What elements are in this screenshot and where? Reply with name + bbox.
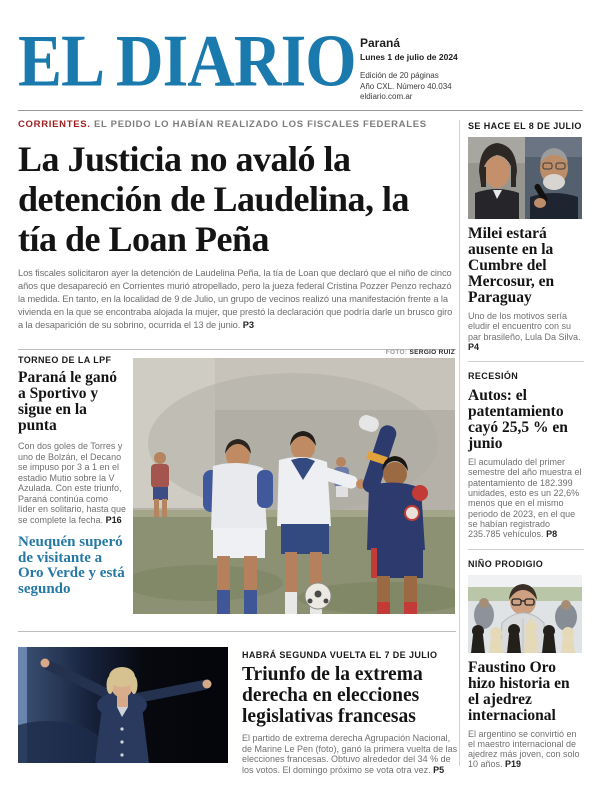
chess-body-text: El argentino se convirtió en el maestro internacional de ajedrez más joven, con solo 10 años.: [468, 728, 580, 770]
mercosur-kicker: SE HACE EL 8 DE JULIO: [468, 121, 582, 131]
lead-story-body: [18, 267, 456, 332]
masthead-website: eldiario.com.ar: [360, 92, 413, 101]
sports-body: [18, 441, 128, 525]
soccer-match-photo: [133, 358, 455, 614]
sports-page-ref: P16: [105, 514, 122, 525]
lead-story-kicker-tag: CORRIENTES.: [18, 119, 91, 130]
chess-page-ref: P19: [505, 759, 522, 770]
story-mercosur: [468, 121, 584, 352]
lepen-photo-block: [18, 647, 228, 768]
lead-story: [18, 119, 456, 332]
lead-story-page-ref: P3: [242, 319, 254, 330]
soccer-ball: [305, 583, 331, 609]
sports-kicker: TORNEO DE LA LPF: [18, 355, 112, 365]
autos-body: [468, 457, 584, 539]
masthead-logo: EL DIARIO: [18, 20, 356, 103]
photo-credit-name: SERGIO RUIZ: [409, 349, 455, 356]
mercosur-body: [468, 311, 584, 352]
sports-body-text: Con dos goles de Torres y uno de Bolzán, el Decano se impuso por 3 a 1 en el estadio Mutio sobre la V Azulada. Con este triunfo, Paraná continúa como líder en solitario, hasta que se complete la fecha.: [18, 441, 127, 525]
masthead-issue: Año CXL. Número 40.034: [360, 81, 452, 91]
masthead-divider: [18, 110, 583, 111]
mercosur-body-text: Uno de los motivos sería eludir el encuentro con su par brasileño, Lula Da Silva.: [468, 311, 581, 342]
lead-story-kicker-text: EL PEDIDO LO HABÍAN REALIZADO LOS FISCALES FEDERALES: [93, 119, 427, 130]
france-headline: Triunfo de la extrema derecha en elecciones legislativas francesas: [242, 664, 423, 727]
section-divider: [18, 631, 456, 632]
soccer-photo-block: [133, 349, 455, 614]
lead-story-headline: La Justicia no avaló la detención de Laudelina, la tía de Loan Peña: [18, 139, 410, 259]
right-column: [468, 121, 584, 770]
mercosur-headline: Milei estará ausente en la Cumbre del Mercosur, en Paraguay: [468, 225, 555, 306]
chess-headline: Faustino Oro hizo historia en el ajedrez internacional: [468, 658, 570, 724]
france-body: [242, 733, 460, 775]
chess-body: [468, 729, 584, 770]
lead-story-body-text: Los fiscales solicitaron ayer la detención de Laudelina Peña, la tía de Loan que declaró que el niño de cinco años que desapareció en Corrientes murió atropellado, pero la jueza federal Cristina Pozzer Penzo rechazó la medida. En tanto, en la localidad de 9 de Julio, un grupo de vecinos realizó una manifestación frente a la vivienda en la que se encontraba alojada la mujer, que prestó la declaración que podría darle un brusco giro a la desaparición de su sobrino, ocurrida el 13 de junio.: [18, 268, 453, 330]
france-page-ref: P5: [433, 764, 445, 775]
france-body-text: El partido de extrema derecha Agrupación Nacional, de Marine Le Pen (foto), ganó la primera vuelta de las elecciones francesas. Obtuvo alrededor del 34 % de los votos. El domingo próximo se vota otra vez.: [242, 733, 458, 775]
masthead-info: [360, 36, 560, 103]
right-column-divider: [468, 361, 584, 362]
autos-kicker: RECESIÓN: [468, 371, 519, 382]
chess-kicker: NIÑO PRODIGIO: [468, 558, 544, 569]
mercosur-page-ref: P4: [468, 341, 480, 352]
right-column-divider: [468, 549, 584, 550]
autos-headline: Autos: el patentamiento cayó 25,5 % en junio: [468, 387, 568, 453]
sports-story: [18, 355, 128, 597]
lead-story-kicker: [18, 119, 456, 130]
sports-subheadline: Neuquén superó de visitante a Oro Verde y está segundo: [18, 534, 125, 597]
story-autos: [468, 371, 584, 539]
masthead-date: Lunes 1 de julio de 2024: [360, 52, 458, 62]
marine-lepen-photo: [18, 647, 228, 763]
milei-lula-photo: [468, 137, 582, 219]
story-chess: [468, 559, 584, 770]
photo-credit-label: FOTO:: [385, 349, 408, 356]
autos-body-text: El acumulado del primer semestre del año muestra el patentamiento de 182.399 unidades, esto es un 22,6% menos que en el mismo periodo de 2023, en el que se habían registrado 235.785 vehículos.: [468, 457, 582, 540]
faustino-oro-chess-photo: [468, 575, 582, 653]
autos-page-ref: P8: [546, 529, 558, 540]
masthead-edition: Edición de 20 páginas: [360, 71, 439, 80]
france-story: [242, 650, 460, 775]
photo-credit: [133, 349, 455, 356]
masthead-city: Paraná: [360, 36, 401, 50]
france-kicker: HABRÁ SEGUNDA VUELTA EL 7 DE JULIO: [242, 650, 438, 660]
sports-headline: Paraná le ganó a Sportivo y sigue en la punta: [18, 369, 118, 434]
